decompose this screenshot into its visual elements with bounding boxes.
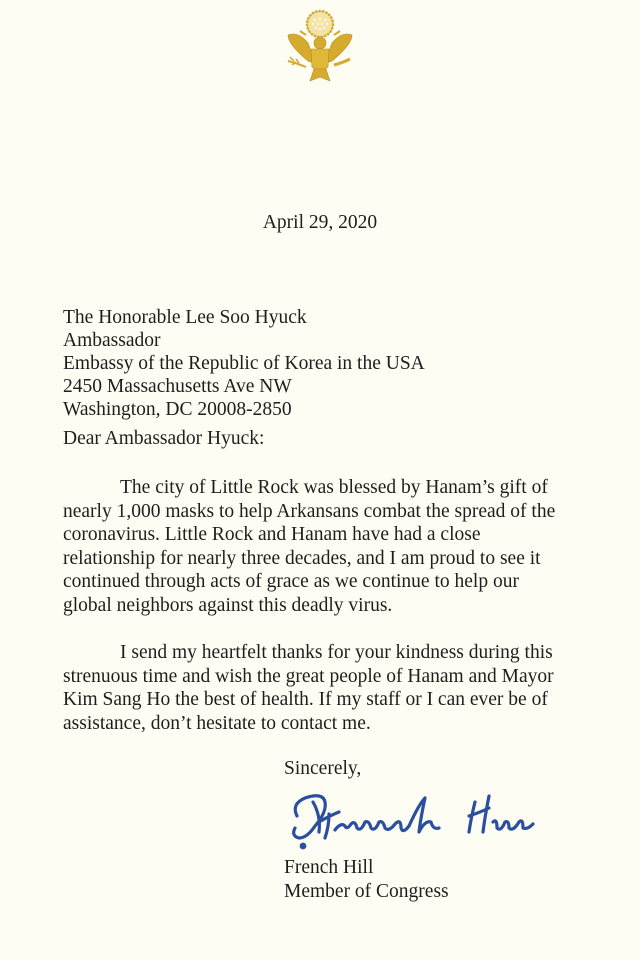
paragraph-line: continued through acts of grace as we continue to help our [63,571,519,592]
paragraph-line: I send my heartfelt thanks for your kindness during this [120,642,553,663]
paragraph-line: strenuous time and wish the great people of Hanam and Mayor [63,665,554,687]
paragraph-line: The city of Little Rock was blessed by Hanam’s gift of [120,477,548,498]
signer-name: French Hill [284,857,374,878]
handwritten-signature-icon [285,786,575,858]
signer-title: Member of Congress [284,881,449,902]
closing: Sincerely, [284,758,362,779]
paragraph-line: coronavirus. Little Rock and Hanam have had a close [63,524,481,545]
recipient-city: Washington, DC 20008-2850 [63,399,292,420]
body-paragraph-1 [63,476,555,617]
signer-block [284,856,449,904]
recipient-address [63,306,425,421]
salutation: Dear Ambassador Hyuck: [63,428,265,449]
paragraph-line: assistance, don’t hesitate to contact me. [63,712,371,734]
great-seal-eagle-icon [278,5,362,89]
letter-date: April 29, 2020 [262,212,378,233]
paragraph-line: relationship for nearly three decades, and I am proud to see it [63,547,541,569]
paragraph-line: nearly 1,000 masks to help Arkansans combat the spread of the [63,500,556,522]
paragraph-line: Kim Sang Ho the best of health. If my staff or I can ever be of [63,689,548,710]
body-paragraph-2 [63,641,554,735]
recipient-name: The Honorable Lee Soo Hyuck [63,307,307,328]
paragraph-line: global neighbors against this deadly virus. [63,594,393,616]
recipient-organization: Embassy of the Republic of Korea in the USA [63,353,425,374]
recipient-street: 2450 Massachusetts Ave NW [63,376,292,397]
recipient-title: Ambassador [63,330,161,351]
